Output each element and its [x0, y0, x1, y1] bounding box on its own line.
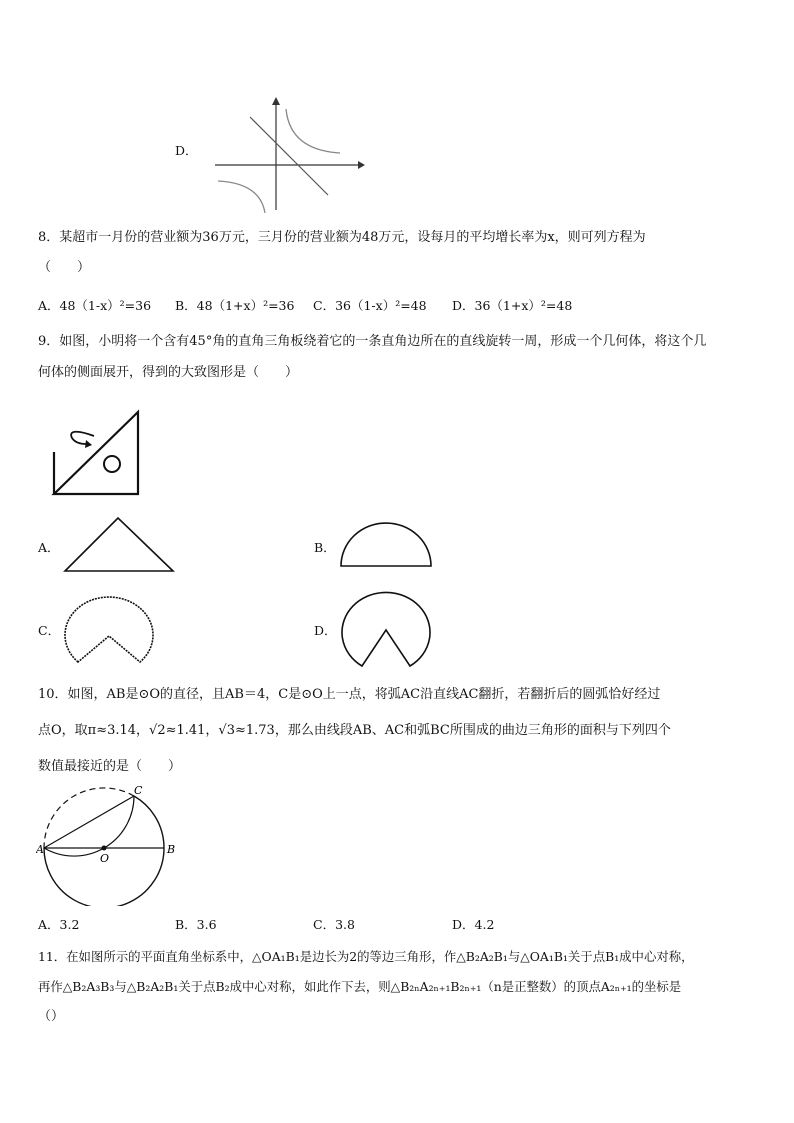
rotation-arrow-head [85, 440, 92, 448]
q8-option-b: B．48（1+x）²=36 [175, 298, 295, 313]
q9-option-b-semicircle [338, 520, 434, 570]
q10-stem-line3: 数值最接近的是（ ） [38, 759, 182, 774]
q8-option-d: D．36（1+x）²=48 [452, 298, 573, 313]
x-axis-arrow [358, 161, 365, 169]
hyperbola-branch-upper [286, 109, 340, 153]
q9-option-a-triangle [62, 514, 177, 574]
q7-option-d-graph [210, 95, 365, 213]
sector-shape [65, 597, 153, 662]
right-triangle [54, 412, 138, 494]
q10-circle-figure [36, 782, 186, 906]
q8-option-c: C．36（1-x）²=48 [313, 298, 427, 313]
q9-option-d-label: D． [314, 623, 337, 638]
q8-stem: 8．某超市一月份的营业额为36万元，三月份的营业额为48万元，设每月的平均增长率为x，则可列方程为 [38, 230, 646, 245]
q11-stem-line2: 再作△B₂A₃B₃与△B₂A₂B₁关于点B₂成中心对称，如此作下去，则△B₂ₙA₂ₙ₊₁B₂ₙ₊₁（n是正整数）的顶点A₂ₙ₊₁的坐标是 [38, 979, 682, 994]
q10-stem-line1: 10．如图，AB是⊙O的直径，且AB＝4，C是⊙O上一点，将弧AC沿直线AC翻折，若翻折后的圆弧恰好经过 [38, 687, 661, 702]
q9-stem-line2: 何体的侧面展开，得到的大致图形是（ ） [38, 365, 299, 380]
q8-answer-paren: （ ） [38, 260, 91, 275]
q9-option-c-sector [60, 586, 158, 670]
center-point-o [102, 846, 107, 851]
point-label-a: A [36, 843, 44, 856]
q9-option-b-label: B． [314, 540, 336, 555]
q8-option-a: A．48（1-x）²=36 [38, 298, 152, 313]
point-label-b: B [167, 843, 176, 856]
point-label-o: O [100, 852, 110, 865]
triangle-shape [65, 518, 173, 571]
q10-option-b: B．3.6 [175, 917, 217, 932]
rotation-arrow [71, 432, 94, 444]
q11-stem-line1: 11．在如图所示的平面直角坐标系中，△OA₁B₁是边长为2的等边三角形，作△B₂A₂B₁与△OA₁B₁关于点B₁成中心对称， [38, 949, 694, 964]
folded-arc-ac [44, 796, 134, 856]
hyperbola-branch-lower [218, 181, 265, 213]
q10-option-c: C．3.8 [313, 917, 355, 932]
sector-shape [342, 592, 430, 666]
semicircle-shape [341, 523, 431, 566]
q10-option-a: A．3.2 [38, 917, 80, 932]
q10-option-d: D．4.2 [452, 917, 495, 932]
q9-triangle-ruler-figure [50, 408, 142, 496]
chord-ac [44, 796, 134, 848]
q9-option-a-label: A． [38, 540, 60, 555]
q9-option-d-sector [338, 586, 434, 670]
y-axis-arrow [272, 97, 280, 105]
q9-stem-line1: 9．如图，小明将一个含有45°角的直角三角板绕着它的一条直角边所在的直线旋转一周，形成一个几何体，将这个几 [38, 334, 707, 349]
q11-answer-paren: （） [38, 1009, 65, 1024]
q7-option-d-label: D． [175, 143, 198, 158]
original-arc-ac-dashed [44, 788, 134, 848]
decreasing-line [250, 117, 328, 195]
q9-option-c-label: C． [38, 623, 61, 638]
circle-o [44, 796, 164, 906]
point-label-c: C [134, 784, 143, 797]
q10-stem-line2: 点O，取π≈3.14，√2≈1.41，√3≈1.73，那么由线段AB、AC和弧BC所围成的曲边三角形的面积与下列四个 [38, 723, 671, 738]
ruler-hole [104, 456, 120, 472]
